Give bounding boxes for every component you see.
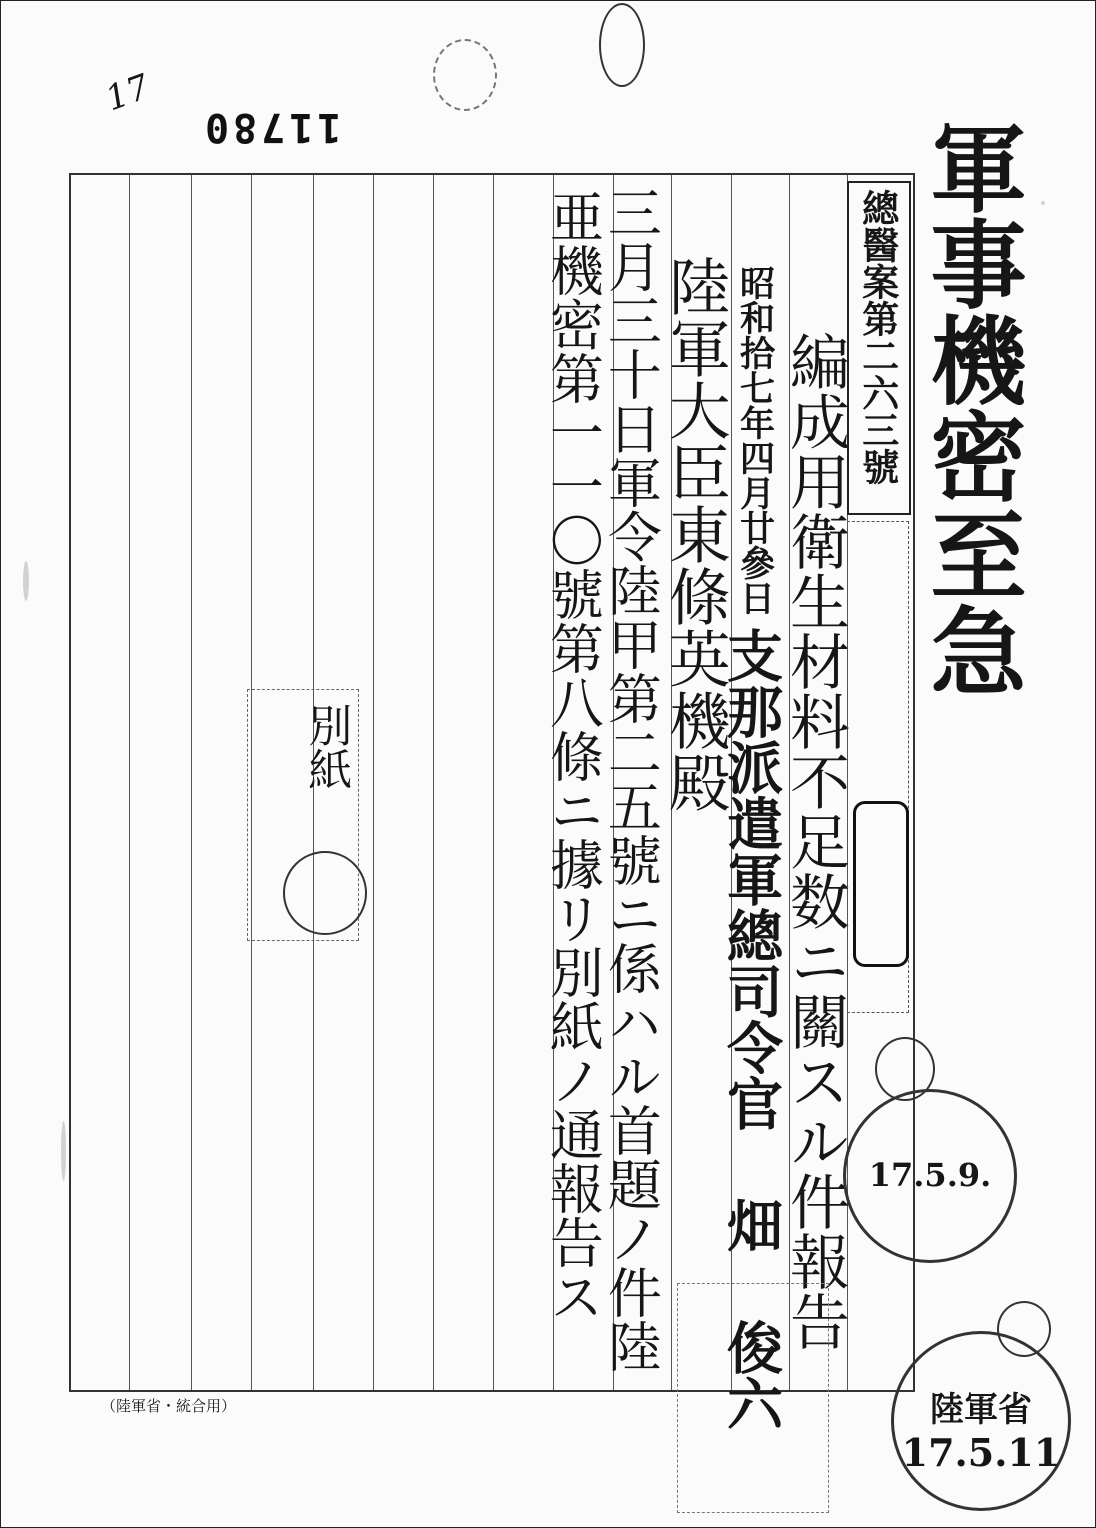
faint-seal [433,39,497,111]
corner-seal [997,1301,1051,1357]
secret-heading: 軍事機密 [915,119,1028,503]
attachment-label: 別紙 [300,703,352,791]
faint-stamp-box [677,1283,829,1513]
body-line-2: 亜機密第一一〇號第八條ニ據リ別紙ノ通報告ス [541,189,605,1323]
date-line: 昭和拾七年四月廿參日 [734,265,776,615]
subject-line: 編成用衛生材料不足数ニ關スル件報告 [780,331,850,1351]
date-stamp-mid-date: 17.5.9. [868,1156,992,1194]
doc-number-box [847,181,911,515]
sheet-footer: （陸軍省・統合用） [101,1397,237,1415]
body-line-1: 三月三十日軍令陸甲第二五號ニ係ハル首題ノ件陸 [599,185,663,1373]
handwritten-stamp-box [853,801,909,967]
receipt-stamp [891,1331,1071,1511]
receipt-stamp-date: 17.5.11 [901,1430,1061,1475]
doc-number: 總醫案第二六三號 [855,189,900,485]
receipt-stamp-text: 陸軍省 [930,1390,1032,1430]
corner-mark: 17 [100,66,155,120]
recipient-line: 陸軍大臣東條英機殿 [658,255,732,813]
small-seal [875,1037,935,1101]
date-stamp-mid [843,1089,1017,1263]
page-number: 11780 [201,104,342,150]
sender-line: 支那派遣軍總司令官 畑 俊六 [718,627,784,1431]
top-seal [599,3,645,87]
attachment-seal [283,851,367,935]
urgent-heading: 至急 [915,506,1028,698]
